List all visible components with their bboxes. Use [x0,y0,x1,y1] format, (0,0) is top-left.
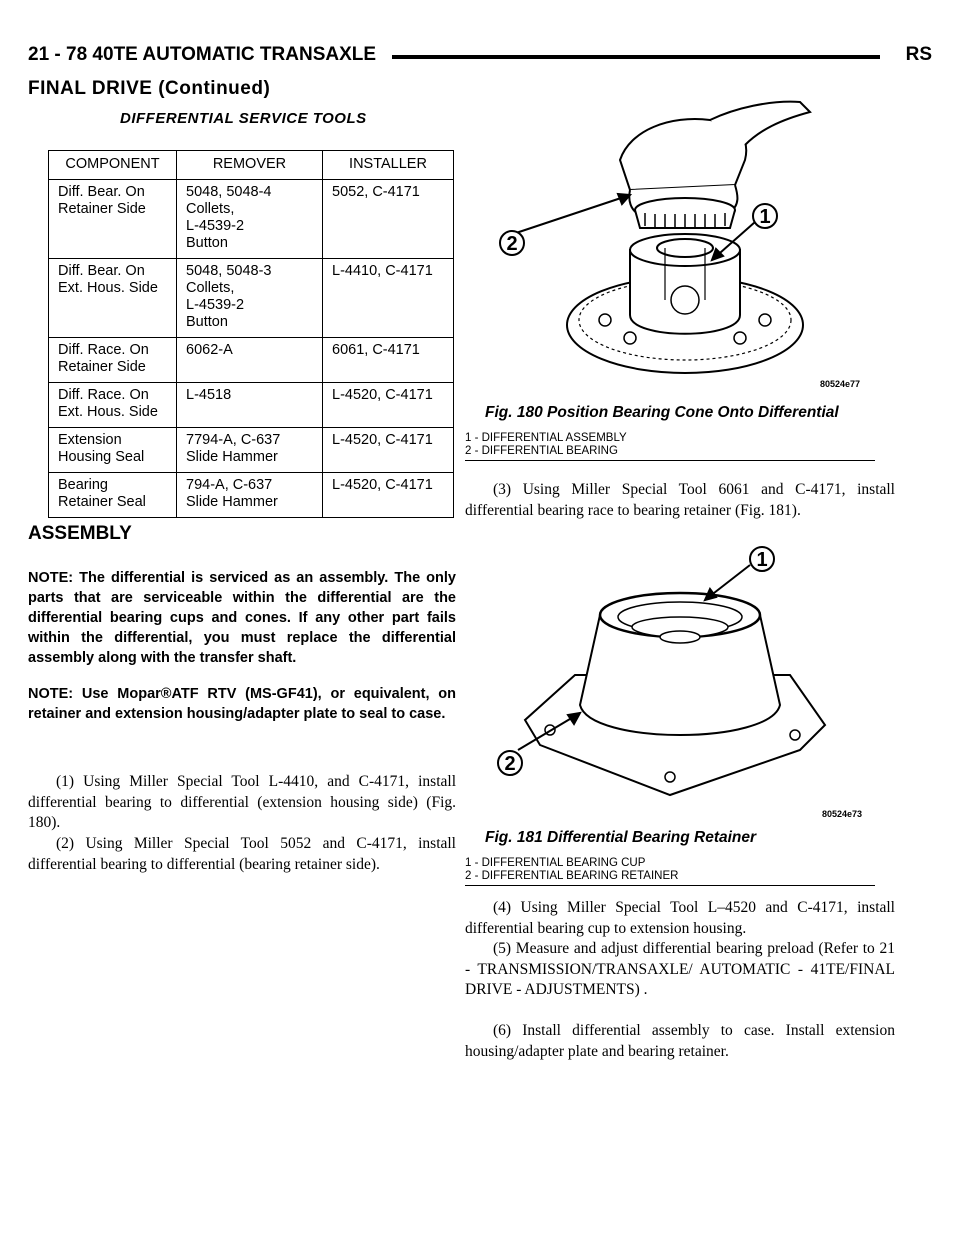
figure-181-legend [465,857,875,886]
cell-line: Bearing [58,477,108,493]
cell-line: Diff. Bear. On [58,263,145,279]
differential-gear-icon [567,234,803,373]
cell-line: Button [186,235,228,251]
cell-line: Housing Seal [58,449,145,465]
note-rtv-sealant: NOTE: Use Mopar®ATF RTV (MS-GF41), or equivalent, on retainer and extension housing/adapter plate to seal to case. [28,686,456,722]
legend-item: 1 - DIFFERENTIAL ASSEMBLY [465,432,627,444]
table-row [49,473,454,518]
bearing-cone-icon [635,198,735,228]
table-cell-installer [323,473,454,518]
cell-line: L-4410, C-4171 [332,263,433,279]
step-4: (4) Using Miller Special Tool L–4520 and C-4171, install differential bearing cup to extension housing. [465,899,895,937]
cell-line: 5048, 5048-3 [186,263,272,279]
column-header-remover: REMOVER [177,151,323,180]
table-row [49,259,454,338]
cell-line: Collets, [186,280,235,296]
column-header-installer: INSTALLER [323,151,454,180]
cell-line: Retainer Side [58,359,146,375]
table-cell-component [49,259,177,338]
figure-180-legend [465,432,875,461]
cell-line: L-4520, C-4171 [332,477,433,493]
table-cell-installer [323,383,454,428]
table-cell-remover [177,338,323,383]
callout-1: 1 [759,206,771,228]
cell-line: Ext. Hous. Side [58,404,158,420]
cell-line: 5052, C-4171 [332,184,420,200]
table-cell-remover [177,473,323,518]
figure-180-caption: Fig. 180 Position Bearing Cone Onto Differential [485,404,839,421]
column-header-component: COMPONENT [49,151,177,180]
cell-line: L-4539-2 [186,297,245,313]
page-header-code: RS [905,44,932,65]
cell-line: 794-A, C-637 [186,477,273,493]
cell-line: Collets, [186,201,235,217]
legend-item: 2 - DIFFERENTIAL BEARING RETAINER [465,870,679,882]
figure-code: 80524e73 [821,809,862,819]
table-row [49,180,454,259]
cell-line: Diff. Race. On [58,387,149,403]
table-cell-component [49,383,177,428]
callout-2: 2 [504,753,516,775]
table-cell-installer [323,338,454,383]
table-row [49,428,454,473]
cell-line: Button [186,314,228,330]
table-cell-installer [323,428,454,473]
cell-line: Ext. Hous. Side [58,280,158,296]
cell-line: Diff. Bear. On [58,184,145,200]
cell-line: Extension [58,432,122,448]
step-2: (2) Using Miller Special Tool 5052 and C-4171, install differential bearing to differential (bearing retainer side). [28,835,456,873]
step-5: (5) Measure and adjust differential bearing preload (Refer to 21 - TRANSMISSION/TRANSAXLE/ AUTOMATIC - 41TE/FINAL DRIVE - ADJUSTMENTS) . [465,940,895,998]
table-header-row [49,151,454,180]
service-tools-table [48,150,454,518]
cell-line: L-4518 [186,387,232,403]
cell-line: L-4539-2 [186,218,245,234]
cell-line: Slide Hammer [186,449,278,465]
table-cell-installer [323,259,454,338]
step-1: (1) Using Miller Special Tool L-4410, and C-4171, install differential bearing to differential (extension housing side) (Fig. 180). [28,773,456,831]
figure-181-caption: Fig. 181 Differential Bearing Retainer [485,829,757,846]
page-header-title: 21 - 78 40TE AUTOMATIC TRANSAXLE [28,44,377,65]
table-row [49,383,454,428]
cell-line: L-4520, C-4171 [332,432,433,448]
table-cell-remover [177,428,323,473]
legend-item: 2 - DIFFERENTIAL BEARING [465,445,618,457]
table-title: DIFFERENTIAL SERVICE TOOLS [120,110,367,127]
cell-line: Retainer Side [58,201,146,217]
cell-line: Diff. Race. On [58,342,149,358]
step-3: (3) Using Miller Special Tool 6061 and C-4171, install differential bearing race to bearing retainer (Fig. 181). [465,481,895,519]
cell-line: L-4520, C-4171 [332,387,433,403]
bearing-retainer-icon [525,593,825,795]
callout-1: 1 [756,549,768,571]
table-cell-remover [177,259,323,338]
callout-2: 2 [506,233,518,255]
cell-line: 6062-A [186,342,233,358]
table-cell-remover [177,383,323,428]
figure-181-illustration [480,545,880,825]
table-body [49,180,454,518]
cell-line: Slide Hammer [186,494,278,510]
cell-line: 6061, C-4171 [332,342,420,358]
table-row [49,338,454,383]
table-cell-component [49,180,177,259]
step-6: (6) Install differential assembly to case. Install extension housing/adapter plate and bearing retainer. [465,1022,895,1060]
legend-item: 1 - DIFFERENTIAL BEARING CUP [465,857,646,869]
note-serviceable-parts: NOTE: The differential is serviced as an assembly. The only parts that are serviceable within the differential are the differential bearing cups and cones. If any other part fails within the differential, you must replace the differential assembly along with the transfer shaft. [28,570,456,666]
cell-line: 7794-A, C-637 [186,432,281,448]
table-cell-component [49,338,177,383]
hand-icon [620,102,810,215]
assembly-heading: ASSEMBLY [28,523,132,544]
cell-line: 5048, 5048-4 [186,184,272,200]
table-cell-installer [323,180,454,259]
header-rule [392,55,880,59]
table-cell-component [49,428,177,473]
figure-180-illustration [480,100,880,400]
figure-code: 80524e77 [819,379,860,389]
table-cell-remover [177,180,323,259]
section-heading: FINAL DRIVE (Continued) [28,78,271,99]
table-cell-component [49,473,177,518]
cell-line: Retainer Seal [58,494,146,510]
